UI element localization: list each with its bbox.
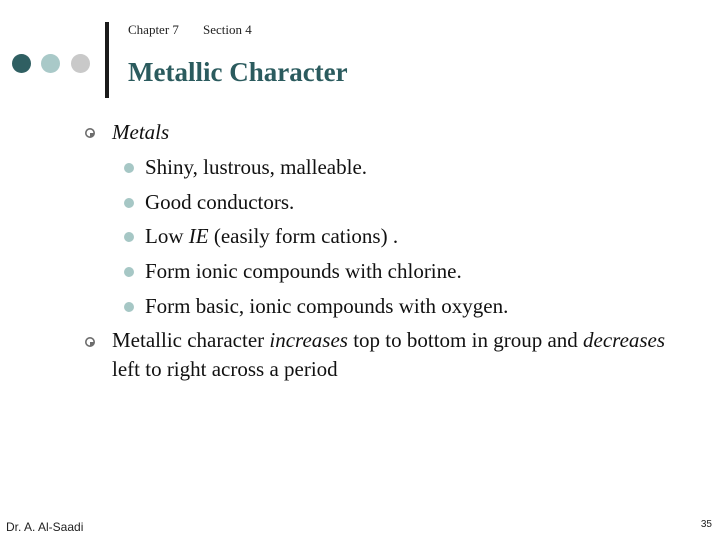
trend-before: Metallic character: [112, 328, 270, 352]
ring-bullet-icon: [84, 127, 96, 139]
trend-decreases: decreases: [583, 328, 666, 352]
chapter-label: Chapter 7: [128, 22, 179, 37]
footer-author: Dr. A. Al-Saadi: [6, 520, 84, 534]
dot-bullet-icon: [124, 302, 134, 312]
dot-bullet-icon: [124, 267, 134, 277]
dot-bullet-icon: [124, 232, 134, 242]
subpoint-chlorine: Form ionic compounds with chlorine.: [145, 259, 462, 283]
subpoint-conductors: Good conductors.: [145, 190, 295, 214]
point-metals: Metals: [112, 120, 170, 144]
decor-dot-dark: [12, 54, 31, 73]
page-number: 35: [700, 519, 712, 530]
point-metallic-trend: [112, 326, 692, 384]
subpoint-low-ie-italic: IE: [188, 224, 209, 248]
subpoint-oxygen: Form basic, ionic compounds with oxygen.: [145, 294, 509, 318]
dot-bullet-icon: [124, 198, 134, 208]
decor-dot-light: [41, 54, 60, 73]
trend-after: left to right across a period: [112, 357, 338, 381]
slide-title: Metallic Character: [128, 57, 348, 87]
section-label: Section 4: [203, 22, 252, 37]
subpoint-shiny: Shiny, lustrous, malleable.: [145, 155, 368, 179]
trend-increases: increases: [269, 328, 348, 352]
subpoint-low-ie-before: Low: [145, 224, 189, 248]
ring-bullet-icon: [84, 336, 96, 348]
trend-middle: top to bottom in group and: [347, 328, 584, 352]
dot-bullet-icon: [124, 163, 134, 173]
header-divider: [105, 22, 109, 98]
subpoint-low-ie: [145, 222, 398, 251]
subpoint-low-ie-after: (easily form cations) .: [208, 224, 399, 248]
decor-dot-gray: [71, 54, 90, 73]
